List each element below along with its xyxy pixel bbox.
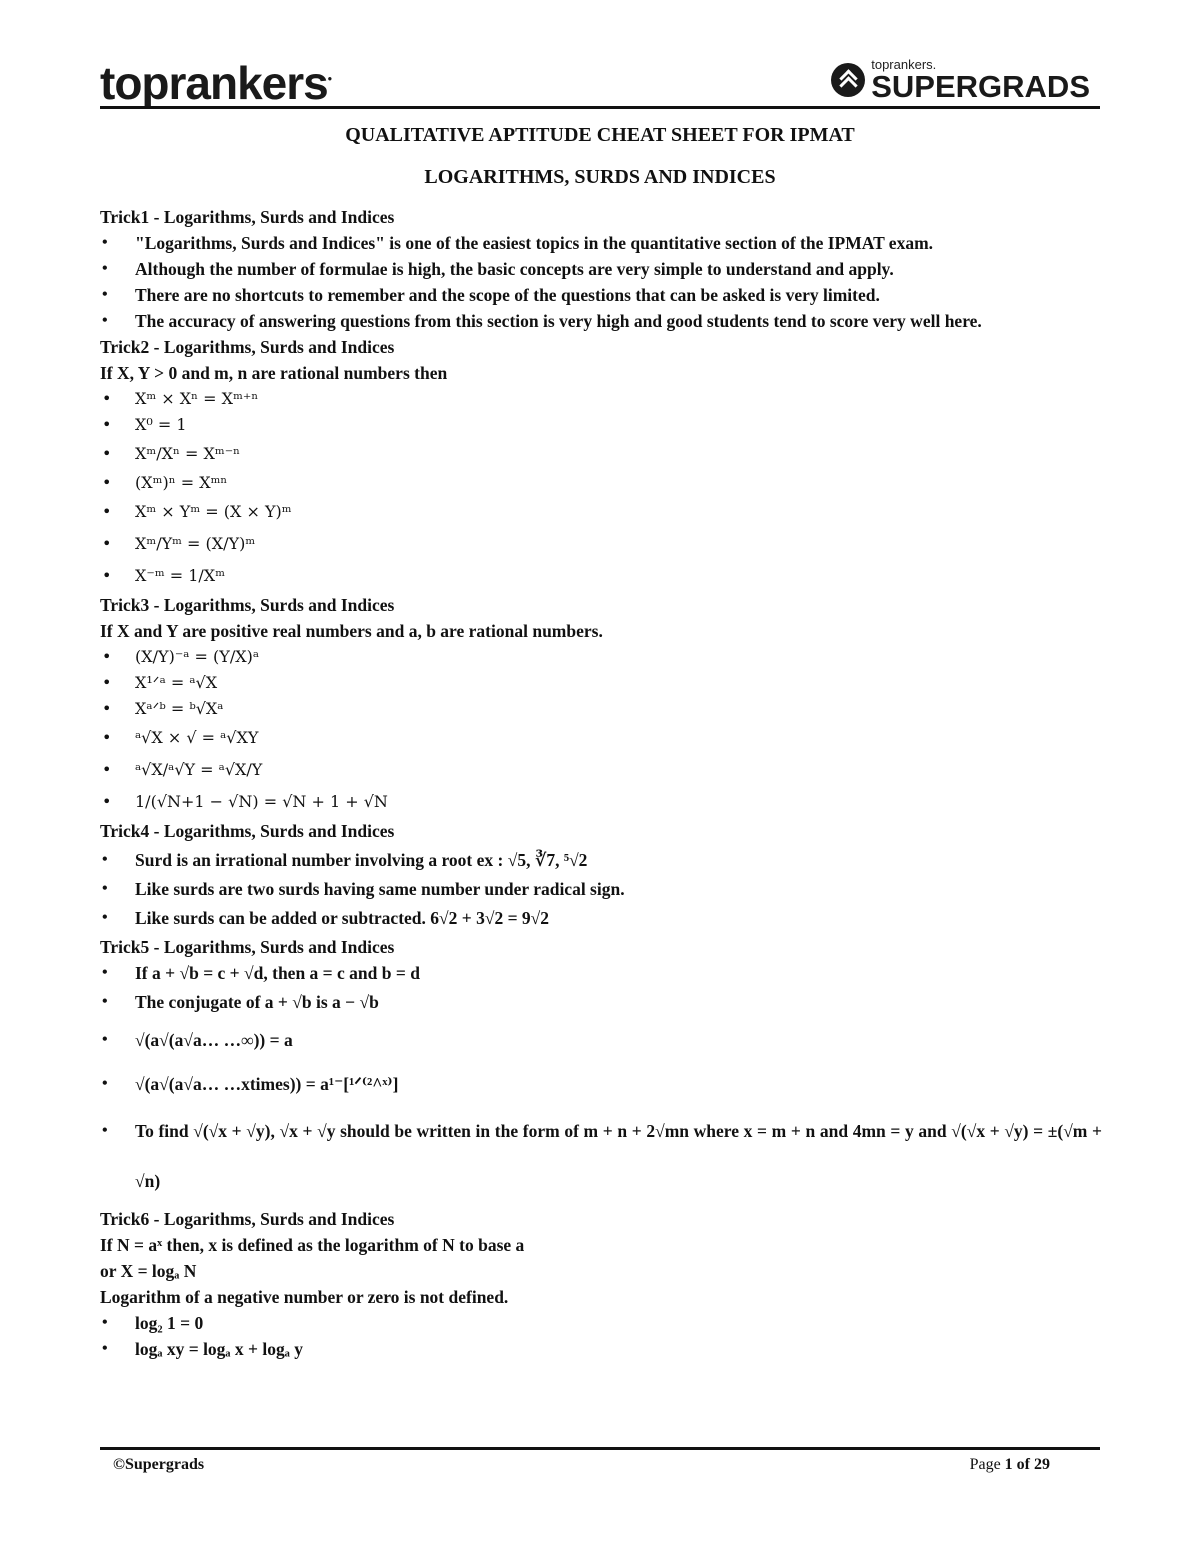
formula-item: • (Xᵐ)ⁿ = Xᵐⁿ: [100, 470, 1102, 496]
list-item: • log₂ 1 = 0: [100, 1310, 1102, 1336]
formula-item: • Xᵐ × Xⁿ = Xᵐ⁺ⁿ: [100, 386, 1102, 412]
list-item: • Like surds are two surds having same number under radical sign.: [100, 876, 1102, 902]
formula-item: • X¹ᐟᵃ = ᵃ√X: [100, 670, 1102, 696]
supergrads-logo-big: SUPERGRADS: [871, 69, 1090, 104]
list-item: • Surd is an irrational number involving a root ex : √5, ∛7, ⁵√2: [100, 844, 1102, 876]
section-intro: If X, Y > 0 and m, n are rational numbers then: [100, 363, 448, 383]
section-intro: Logarithm of a negative number or zero is not defined.: [100, 1287, 509, 1307]
section-heading: Trick4 - Logarithms, Surds and Indices: [100, 821, 395, 841]
list-item: • √(a√(a√a… …xtimes)) = a¹⁻[¹ᐟ⁽²^ˣ⁾]: [100, 1062, 1102, 1106]
page-title: QUALITATIVE APTITUDE CHEAT SHEET FOR IPMAT: [345, 124, 855, 146]
section-heading: Trick5 - Logarithms, Surds and Indices: [100, 937, 395, 957]
page-number: Page 1 of 29: [969, 1456, 1050, 1473]
formula-item: • X⁻ᵐ = 1/Xᵐ: [100, 560, 1102, 592]
formula-item: • Xᵐ/Xⁿ = Xᵐ⁻ⁿ: [100, 438, 1102, 470]
list-item: • Like surds can be added or subtracted. 6√2 + 3√2 = 9√2: [100, 902, 1102, 934]
formula-item: • Xᵃᐟᵇ = ᵇ√Xᵃ: [100, 696, 1102, 722]
section-trick1: [100, 204, 1102, 334]
section-intro: If X and Y are positive real numbers and a, b are rational numbers.: [100, 621, 603, 641]
section-trick4: [100, 818, 1102, 934]
section-trick2: [100, 334, 1102, 592]
formula-item: • Xᵐ/Yᵐ = (X/Y)ᵐ: [100, 528, 1102, 560]
list-item: • There are no shortcuts to remember and the scope of the questions that can be asked is very limited.: [100, 282, 1102, 308]
section-trick6: [100, 1206, 1102, 1362]
formula-item: • Xᵐ × Yᵐ = (X × Y)ᵐ: [100, 496, 1102, 528]
page-subtitle: LOGARITHMS, SURDS AND INDICES: [424, 166, 776, 188]
formula-item: • (X/Y)⁻ᵃ = (Y/X)ᵃ: [100, 644, 1102, 670]
section-intro: If N = aˣ then, x is defined as the logarithm of N to base a: [100, 1235, 525, 1255]
supergrads-chevron-icon: [831, 63, 865, 97]
supergrads-logo: [831, 58, 1090, 102]
section-heading: Trick3 - Logarithms, Surds and Indices: [100, 595, 395, 615]
list-item: • Although the number of formulae is high, the basic concepts are very simple to understand and apply.: [100, 256, 1102, 282]
section-heading: Trick6 - Logarithms, Surds and Indices: [100, 1209, 395, 1229]
formula-item: • ᵃ√X × √ = ᵃ√XY: [100, 722, 1102, 754]
section-heading: Trick2 - Logarithms, Surds and Indices: [100, 337, 395, 357]
formula-item: • ᵃ√X/ᵃ√Y = ᵃ√X/Y: [100, 754, 1102, 786]
cheat-sheet-content: [100, 204, 1102, 1362]
section-intro: or X = logₐ N: [100, 1261, 197, 1281]
footer-copyright: ©Supergrads: [113, 1456, 205, 1473]
toprankers-logo: toprankers•: [100, 57, 331, 109]
list-item: • To find √(√x + √y), √x + √y should be written in the form of m + n + 2√mn where x = m + n and 4mn = y and √(√x + √y) = ±(√m + √n): [100, 1106, 1102, 1206]
list-item: • logₐ xy = logₐ x + logₐ y: [100, 1336, 1102, 1362]
list-item: • The accuracy of answering questions from this section is very high and good students tend to score very well here.: [100, 308, 1102, 334]
list-item: • "Logarithms, Surds and Indices" is one of the easiest topics in the quantitative section of the IPMAT exam.: [100, 230, 1102, 256]
supergrads-logo-small: toprankers.: [871, 57, 937, 72]
section-trick3: [100, 592, 1102, 818]
section-trick5: [100, 934, 1102, 1206]
list-item: • The conjugate of a + √b is a − √b: [100, 986, 1102, 1018]
header-rule: [100, 106, 1100, 109]
formula-item: • 1/(√N+1 − √N) = √N + 1 + √N: [100, 786, 1102, 818]
section-heading: Trick1 - Logarithms, Surds and Indices: [100, 207, 395, 227]
list-item: • If a + √b = c + √d, then a = c and b = d: [100, 960, 1102, 986]
footer-rule: [100, 1447, 1100, 1450]
formula-item: • X⁰ = 1: [100, 412, 1102, 438]
list-item: • √(a√(a√a… …∞)) = a: [100, 1018, 1102, 1062]
